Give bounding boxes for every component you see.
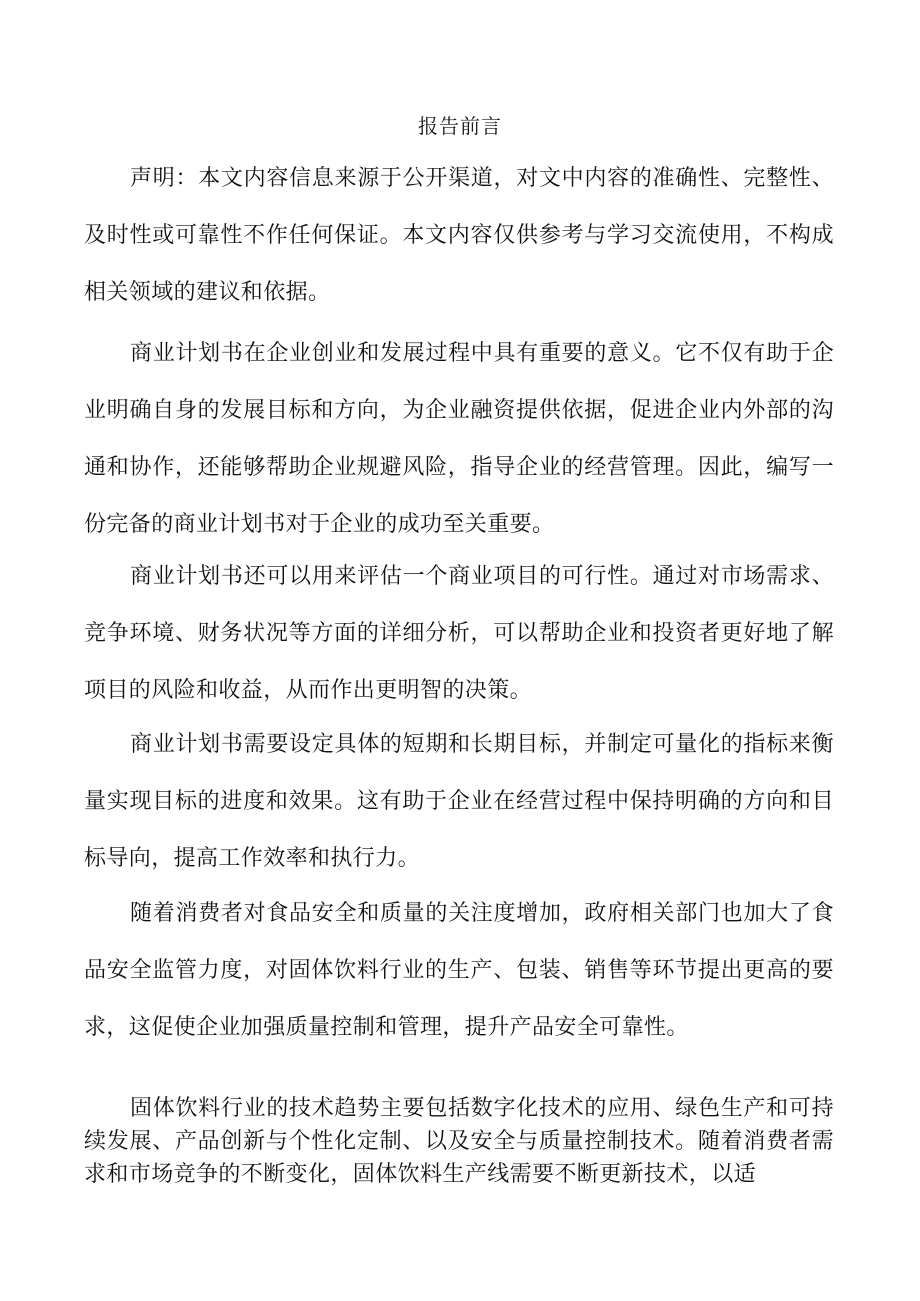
body-paragraph: 商业计划书在企业创业和发展过程中具有重要的意义。它不仅有助于企业明确自身的发展目标和方向，为企业融资提供依据，促进企业内外部的沟通和协作，还能够帮助企业规避风险，指导企业的经营管理。因此，编写一份完备的商业计划书对于企业的成功至关重要。 (84, 341, 834, 537)
body-paragraph: 随着消费者对食品安全和质量的关注度增加，政府相关部门也加大了食品安全监管力度，对固体饮料行业的生产、包装、销售等环节提出更高的要求，这促使企业加强质量控制和管理，提升产品安全可靠性。 (84, 901, 834, 1040)
body-paragraph: 商业计划书需要设定具体的短期和长期目标，并制定可量化的指标来衡量实现目标的进度和效果。这有助于企业在经营过程中保持明确的方向和目标导向，提高工作效率和执行力。 (84, 732, 834, 871)
body-paragraph: 商业计划书还可以用来评估一个商业项目的可行性。通过对市场需求、竞争环境、财务状况等方面的详细分析，可以帮助企业和投资者更好地了解项目的风险和收益，从而作出更明智的决策。 (84, 564, 834, 703)
document-title: 报告前言 (418, 114, 502, 138)
disclaimer-paragraph: 声明：本文内容信息来源于公开渠道，对文中内容的准确性、完整性、及时性或可靠性不作任何保证。本文内容仅供参考与学习交流使用，不构成相关领域的建议和依据。 (84, 166, 834, 305)
body-paragraph: 固体饮料行业的技术趋势主要包括数字化技术的应用、绿色生产和可持续发展、产品创新与个性化定制、以及安全与质量控制技术。随着消费者需求和市场竞争的不断变化，固体饮料生产线需要不断更新技术，以适 (84, 1096, 834, 1187)
